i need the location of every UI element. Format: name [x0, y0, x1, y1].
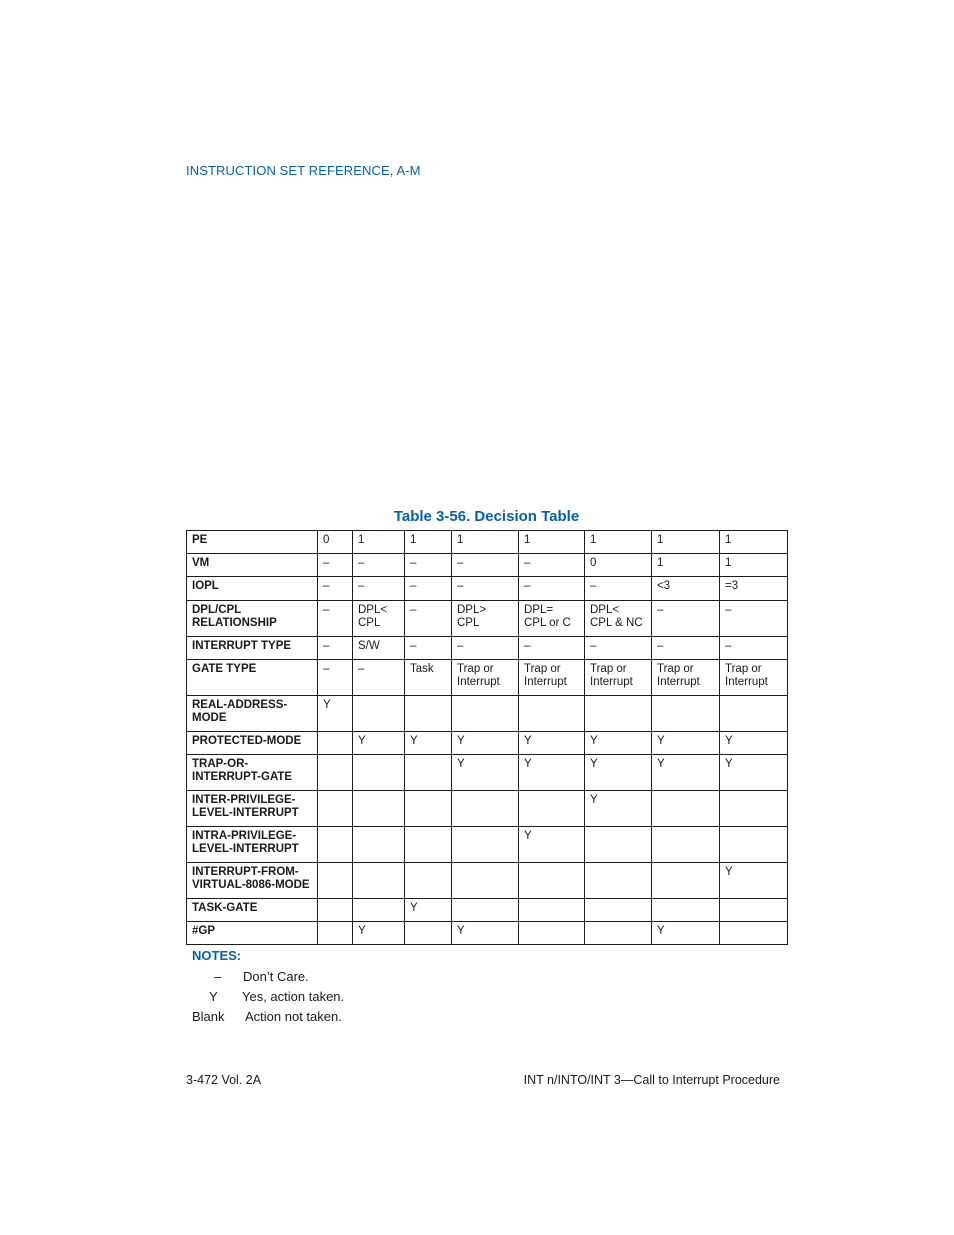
table-cell	[405, 922, 452, 945]
note-text-blank: Action not taken.	[245, 1009, 342, 1024]
table-cell: 1	[353, 531, 405, 554]
table-cell: 1	[652, 531, 720, 554]
table-cell: Y	[585, 732, 652, 755]
table-cell	[585, 922, 652, 945]
table-cell: Y	[519, 827, 585, 863]
table-cell: 0	[585, 554, 652, 577]
table-cell	[353, 863, 405, 899]
table-cell: S/W	[353, 637, 405, 660]
table-cell	[519, 696, 585, 732]
table-cell: 1	[720, 554, 788, 577]
table-cell: 1	[519, 531, 585, 554]
table-cell	[585, 863, 652, 899]
table-cell	[585, 696, 652, 732]
note-symbol-yes: Y	[209, 989, 218, 1004]
table-cell: –	[405, 601, 452, 637]
table-cell: 0	[318, 531, 353, 554]
table-row	[187, 637, 788, 660]
row-header: INTER-PRIVILEGE- LEVEL-INTERRUPT	[187, 791, 318, 827]
row-header: REAL-ADDRESS- MODE	[187, 696, 318, 732]
table-cell: –	[405, 577, 452, 601]
table-cell	[405, 827, 452, 863]
table-cell: Y	[652, 922, 720, 945]
table-cell: –	[318, 601, 353, 637]
table-cell: –	[318, 577, 353, 601]
table-cell	[452, 696, 519, 732]
table-row	[187, 899, 788, 922]
table-cell: 1	[405, 531, 452, 554]
table-cell	[405, 696, 452, 732]
row-header: VM	[187, 554, 318, 577]
table-cell: Y	[353, 732, 405, 755]
table-title: Table 3-56. Decision Table	[393, 508, 580, 525]
table-cell: DPL< CPL	[353, 601, 405, 637]
table-cell: Y	[652, 732, 720, 755]
table-cell: Trap or Interrupt	[452, 660, 519, 696]
table-cell: Trap or Interrupt	[519, 660, 585, 696]
row-header: PE	[187, 531, 318, 554]
table-cell	[318, 863, 353, 899]
table-cell	[452, 863, 519, 899]
table-row	[187, 660, 788, 696]
table-cell	[452, 827, 519, 863]
table-cell: Task	[405, 660, 452, 696]
decision-table-body	[187, 531, 788, 945]
table-cell: –	[405, 637, 452, 660]
table-cell	[720, 827, 788, 863]
table-cell	[318, 791, 353, 827]
table-cell: –	[318, 660, 353, 696]
table-cell: –	[585, 577, 652, 601]
table-cell	[452, 791, 519, 827]
table-cell: –	[720, 601, 788, 637]
table-cell: Y	[652, 755, 720, 791]
table-cell	[652, 791, 720, 827]
table-cell	[720, 899, 788, 922]
row-header: IOPL	[187, 577, 318, 601]
table-cell	[720, 696, 788, 732]
table-cell: –	[318, 637, 353, 660]
table-cell: Y	[720, 863, 788, 899]
table-row	[187, 554, 788, 577]
table-cell: Y	[720, 732, 788, 755]
table-cell: –	[353, 577, 405, 601]
table-cell: Trap or Interrupt	[585, 660, 652, 696]
note-text-dont-care: Don’t Care.	[243, 969, 309, 984]
table-cell: Trap or Interrupt	[652, 660, 720, 696]
table-row	[187, 696, 788, 732]
table-cell	[720, 922, 788, 945]
table-cell	[652, 696, 720, 732]
table-row	[187, 531, 788, 554]
row-header: TASK-GATE	[187, 899, 318, 922]
table-cell	[652, 827, 720, 863]
table-cell: Y	[353, 922, 405, 945]
row-header: INTERRUPT-FROM- VIRTUAL-8086-MODE	[187, 863, 318, 899]
table-cell: Y	[452, 732, 519, 755]
table-cell	[585, 899, 652, 922]
table-cell	[318, 922, 353, 945]
table-cell	[405, 755, 452, 791]
table-cell: –	[353, 660, 405, 696]
row-header: DPL/CPL RELATIONSHIP	[187, 601, 318, 637]
table-cell: Y	[318, 696, 353, 732]
table-cell	[519, 791, 585, 827]
table-cell	[353, 755, 405, 791]
table-cell: 1	[720, 531, 788, 554]
table-cell: 1	[652, 554, 720, 577]
table-cell: Y	[519, 732, 585, 755]
row-header: TRAP-OR- INTERRUPT-GATE	[187, 755, 318, 791]
table-cell: Y	[405, 899, 452, 922]
table-cell	[405, 863, 452, 899]
table-cell	[353, 827, 405, 863]
table-cell: –	[652, 637, 720, 660]
table-cell: Y	[452, 922, 519, 945]
table-row	[187, 863, 788, 899]
table-cell	[353, 696, 405, 732]
table-cell: Y	[585, 791, 652, 827]
table-cell	[318, 732, 353, 755]
row-header: PROTECTED-MODE	[187, 732, 318, 755]
table-cell: –	[452, 637, 519, 660]
table-row	[187, 922, 788, 945]
table-cell: –	[519, 577, 585, 601]
note-symbol-dont-care: –	[214, 969, 222, 984]
table-row	[187, 755, 788, 791]
table-cell	[652, 863, 720, 899]
row-header: GATE TYPE	[187, 660, 318, 696]
table-cell: Y	[519, 755, 585, 791]
note-symbol-blank: Blank	[192, 1009, 225, 1024]
decision-table	[186, 530, 788, 945]
table-cell: –	[585, 637, 652, 660]
table-cell: –	[720, 637, 788, 660]
table-cell: –	[452, 554, 519, 577]
footer-page-number: 3-472 Vol. 2A	[186, 1073, 262, 1087]
table-cell	[519, 922, 585, 945]
table-row	[187, 732, 788, 755]
table-cell: –	[405, 554, 452, 577]
table-cell	[452, 899, 519, 922]
table-cell: <3	[652, 577, 720, 601]
row-header: #GP	[187, 922, 318, 945]
table-cell: –	[519, 637, 585, 660]
table-cell: Y	[452, 755, 519, 791]
notes-title: NOTES:	[192, 948, 242, 963]
table-cell	[318, 755, 353, 791]
table-cell	[652, 899, 720, 922]
table-cell: DPL> CPL	[452, 601, 519, 637]
note-text-yes: Yes, action taken.	[242, 989, 345, 1004]
table-cell: –	[519, 554, 585, 577]
table-row	[187, 827, 788, 863]
row-header: INTRA-PRIVILEGE- LEVEL-INTERRUPT	[187, 827, 318, 863]
table-row	[187, 601, 788, 637]
table-cell: –	[652, 601, 720, 637]
table-cell	[318, 827, 353, 863]
table-cell: –	[452, 577, 519, 601]
table-cell: Y	[720, 755, 788, 791]
table-cell	[318, 899, 353, 922]
table-cell: 1	[452, 531, 519, 554]
table-cell	[353, 791, 405, 827]
running-header: INSTRUCTION SET REFERENCE, A-M	[186, 163, 421, 178]
table-cell: Trap or Interrupt	[720, 660, 788, 696]
table-cell	[405, 791, 452, 827]
table-cell: DPL= CPL or C	[519, 601, 585, 637]
table-row	[187, 791, 788, 827]
table-cell: 1	[585, 531, 652, 554]
table-cell: Y	[585, 755, 652, 791]
row-header: INTERRUPT TYPE	[187, 637, 318, 660]
table-cell: –	[318, 554, 353, 577]
table-cell	[519, 899, 585, 922]
table-cell: =3	[720, 577, 788, 601]
table-cell	[519, 863, 585, 899]
table-cell: –	[353, 554, 405, 577]
table-cell	[585, 827, 652, 863]
table-row	[187, 577, 788, 601]
table-cell: DPL< CPL & NC	[585, 601, 652, 637]
table-cell	[720, 791, 788, 827]
table-cell	[353, 899, 405, 922]
table-cell: Y	[405, 732, 452, 755]
footer-section-title: INT n/INTO/INT 3—Call to Interrupt Procedure	[523, 1073, 780, 1087]
